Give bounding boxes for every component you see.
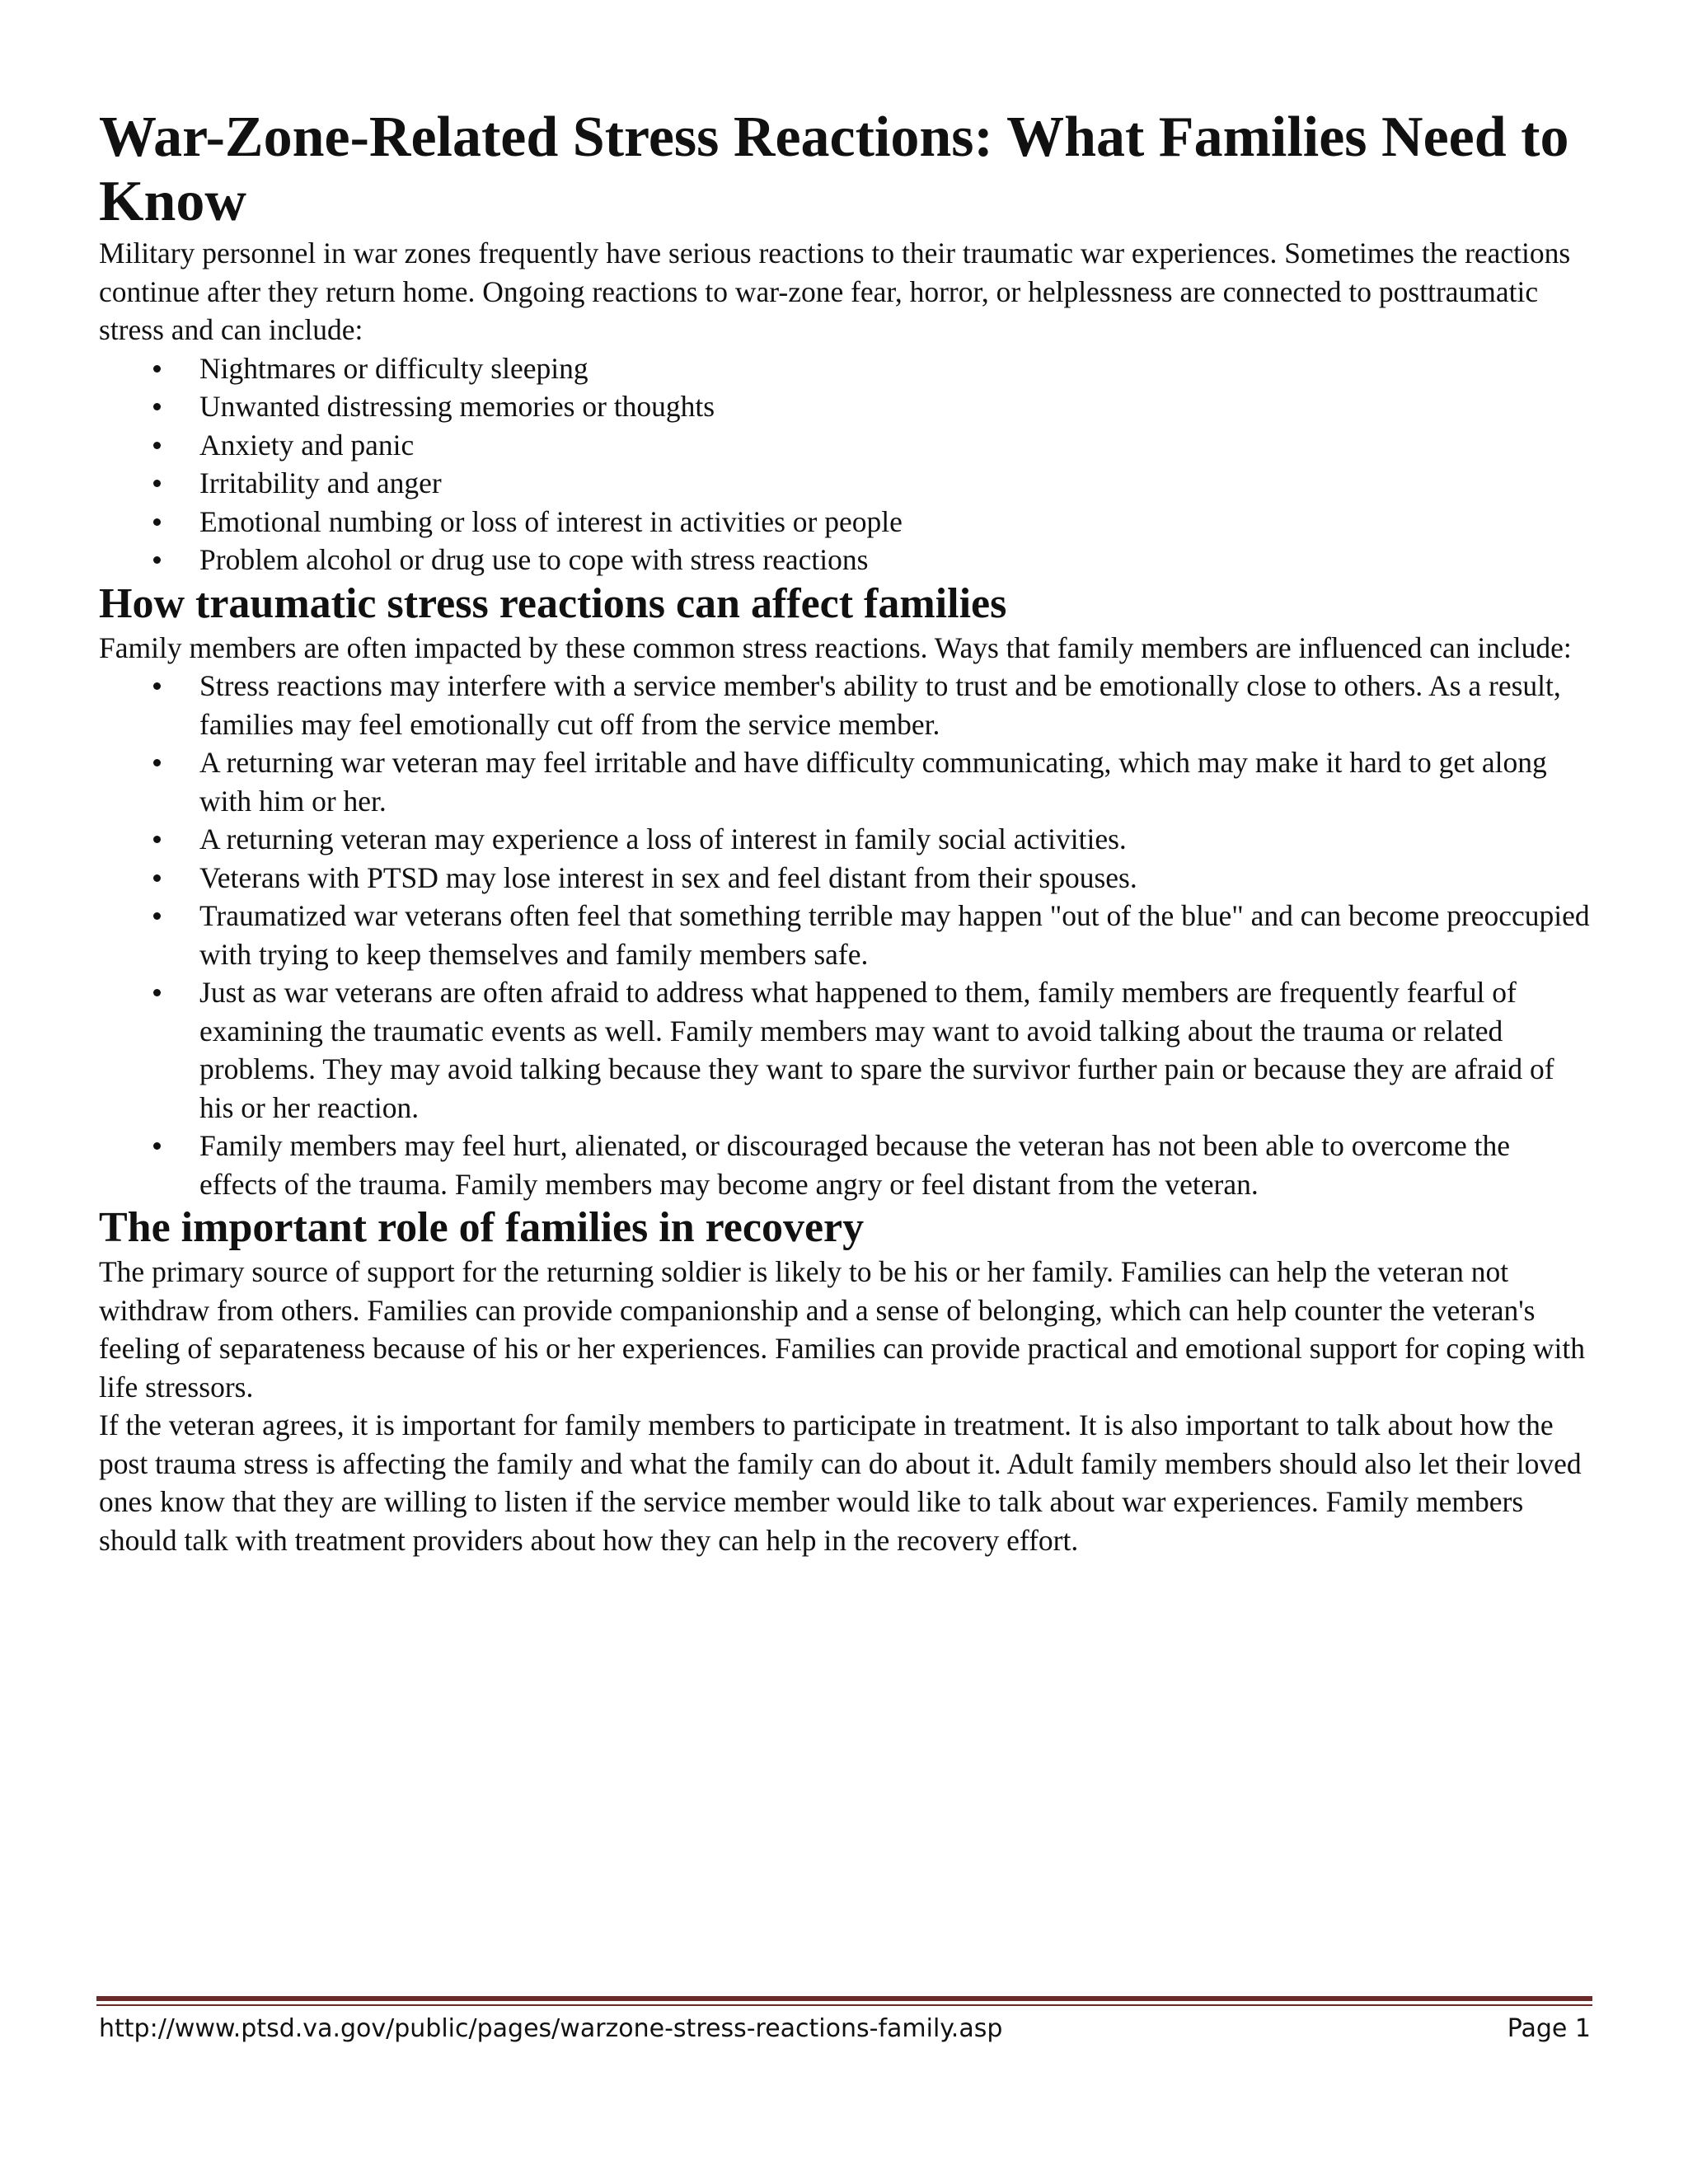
list-item: Just as war veterans are often afraid to address what happened to them, family members are frequently fearful of examining the traumatic events as well. Family members may want to avoid talking about the trauma or related problems. They may avoid talking because they want to spare the survivor further pain or because they are afraid of his or her reaction. xyxy=(99,973,1591,1127)
bullet-icon xyxy=(153,1142,161,1150)
section-heading-affect: How traumatic stress reactions can affect families xyxy=(99,579,1007,627)
bullet-icon xyxy=(153,556,161,564)
list-item: A returning veteran may experience a loss of interest in family social activities. xyxy=(99,820,1591,859)
role-paragraph-1: The primary source of support for the returning soldier is likely to be his or her family. Families can help the veteran not withdraw from others. Families can provide companionship and a sense of belonging, which can help counter the veteran's feeling of separateness because of his or her experiences. Families can provide practical and emotional support for coping with life stressors. xyxy=(99,1255,1585,1404)
list-item: Anxiety and panic xyxy=(99,426,1591,465)
bullet-icon xyxy=(153,989,161,996)
list-item: Veterans with PTSD may lose interest in sex and feel distant from their spouses. xyxy=(99,859,1591,898)
list-item: Unwanted distressing memories or thoughts xyxy=(99,387,1591,426)
affect-intro-paragraph: Family members are often impacted by these common stress reactions. Ways that family members are influenced can include: xyxy=(99,630,1572,664)
list-item: Traumatized war veterans often feel that something terrible may happen "out of the blue" and can become preoccupied with trying to keep themselves and family members safe. xyxy=(99,897,1591,973)
bullet-icon xyxy=(153,874,161,882)
list-item: Problem alcohol or drug use to cope with stress reactions xyxy=(99,541,1591,579)
list-item: Family members may feel hurt, alienated, or discouraged because the veteran has not been able to overcome the effects of the trauma. Family members may become angry or feel distant from the veteran. xyxy=(99,1127,1591,1203)
page-footer xyxy=(99,2011,1591,2047)
bullet-icon xyxy=(153,365,161,373)
bullet-icon xyxy=(153,442,161,449)
bullet-icon xyxy=(153,912,161,920)
bullet-icon xyxy=(153,759,161,766)
page-title: War-Zone-Related Stress Reactions: What Families Need to Know xyxy=(99,105,1569,233)
bullet-icon xyxy=(153,836,161,843)
bullet-icon xyxy=(153,682,161,690)
bullet-icon xyxy=(153,480,161,487)
list-item: Stress reactions may interfere with a service member's ability to trust and be emotionally close to others. As a result, families may feel emotionally cut off from the service member. xyxy=(99,667,1591,743)
list-item: Irritability and anger xyxy=(99,464,1591,503)
list-item: A returning war veteran may feel irritable and have difficulty communicating, which may make it hard to get along with him or her. xyxy=(99,743,1591,820)
affect-list xyxy=(99,667,1591,1203)
bullet-icon xyxy=(153,518,161,526)
footer-rule-thin xyxy=(96,2004,1592,2006)
list-item: Emotional numbing or loss of interest in activities or people xyxy=(99,503,1591,541)
role-paragraph-2: If the veteran agrees, it is important for family members to participate in treatment. It is also important to talk about how the post trauma stress is affecting the family and what the family can do about it. Adult family members should also let their loved ones know that they are willing to listen if the service member would like to talk about war experiences. Family members should talk with treatment providers about how they can help in the recovery effort. xyxy=(99,1408,1582,1557)
reactions-list xyxy=(99,349,1591,579)
page-content xyxy=(99,105,1591,1559)
section-heading-role: The important role of families in recovery xyxy=(99,1204,865,1251)
footer-rule xyxy=(96,1996,1592,2001)
page-number: Page 1 xyxy=(1507,2014,1591,2043)
intro-paragraph: Military personnel in war zones frequently have serious reactions to their traumatic war experiences. Sometimes the reactions continue after they return home. Ongoing reactions to war-zone fear, horror, or helplessness are connected to posttraumatic stress and can include: xyxy=(99,237,1571,346)
footer-url: http://www.ptsd.va.gov/public/pages/warzone-stress-reactions-family.asp xyxy=(99,2014,1003,2043)
list-item: Nightmares or difficulty sleeping xyxy=(99,349,1591,388)
bullet-icon xyxy=(153,403,161,410)
